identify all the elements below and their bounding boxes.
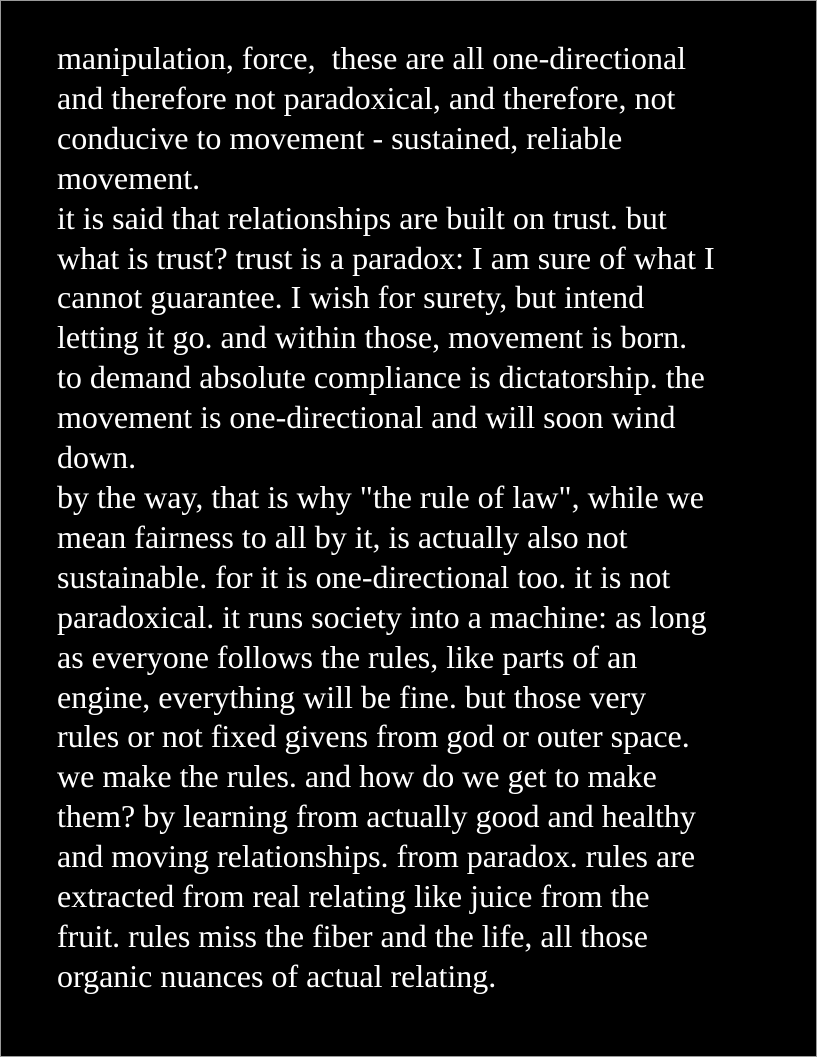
text-line: engine, everything will be fine. but those very	[57, 678, 647, 715]
text-line: extracted from real relating like juice from the	[57, 878, 650, 915]
text-line: mean fairness to all by it, is actually also not	[57, 518, 628, 555]
text-line: as everyone follows the rules, like parts of an	[57, 638, 638, 675]
text-line: cannot guarantee. I wish for surety, but intend	[57, 279, 645, 316]
text-line: sustainable. for it is one-directional too. it is not	[57, 558, 671, 595]
text-line: them? by learning from actually good and healthy	[57, 798, 696, 835]
text-line: paradoxical. it runs society into a machine: as long	[57, 598, 707, 635]
text-line: movement is one-directional and will soon wind	[57, 399, 676, 436]
text-line: down.	[57, 439, 137, 476]
body-text	[57, 39, 797, 997]
text-line: conducive to movement - sustained, reliable	[57, 119, 623, 156]
text-line: and therefore not paradoxical, and therefore, not	[57, 79, 676, 116]
text-line: by the way, that is why "the rule of law", while we	[57, 478, 704, 515]
text-line: and moving relationships. from paradox. rules are	[57, 838, 696, 875]
text-line: to demand absolute compliance is dictatorship. the	[57, 359, 705, 396]
text-line: fruit. rules miss the fiber and the life, all those	[57, 917, 648, 954]
text-line: movement.	[57, 159, 201, 196]
text-line: manipulation, force, these are all one-directional	[57, 40, 687, 76]
text-line: it is said that relationships are built on trust. but	[57, 199, 667, 236]
text-line: we make the rules. and how do we get to make	[57, 758, 657, 795]
text-line: rules or not fixed givens from god or outer space.	[57, 718, 690, 755]
text-line: letting it go. and within those, movement is born.	[57, 319, 688, 356]
text-line: organic nuances of actual relating.	[57, 957, 497, 994]
text-line: what is trust? trust is a paradox: I am sure of what I	[57, 239, 715, 276]
